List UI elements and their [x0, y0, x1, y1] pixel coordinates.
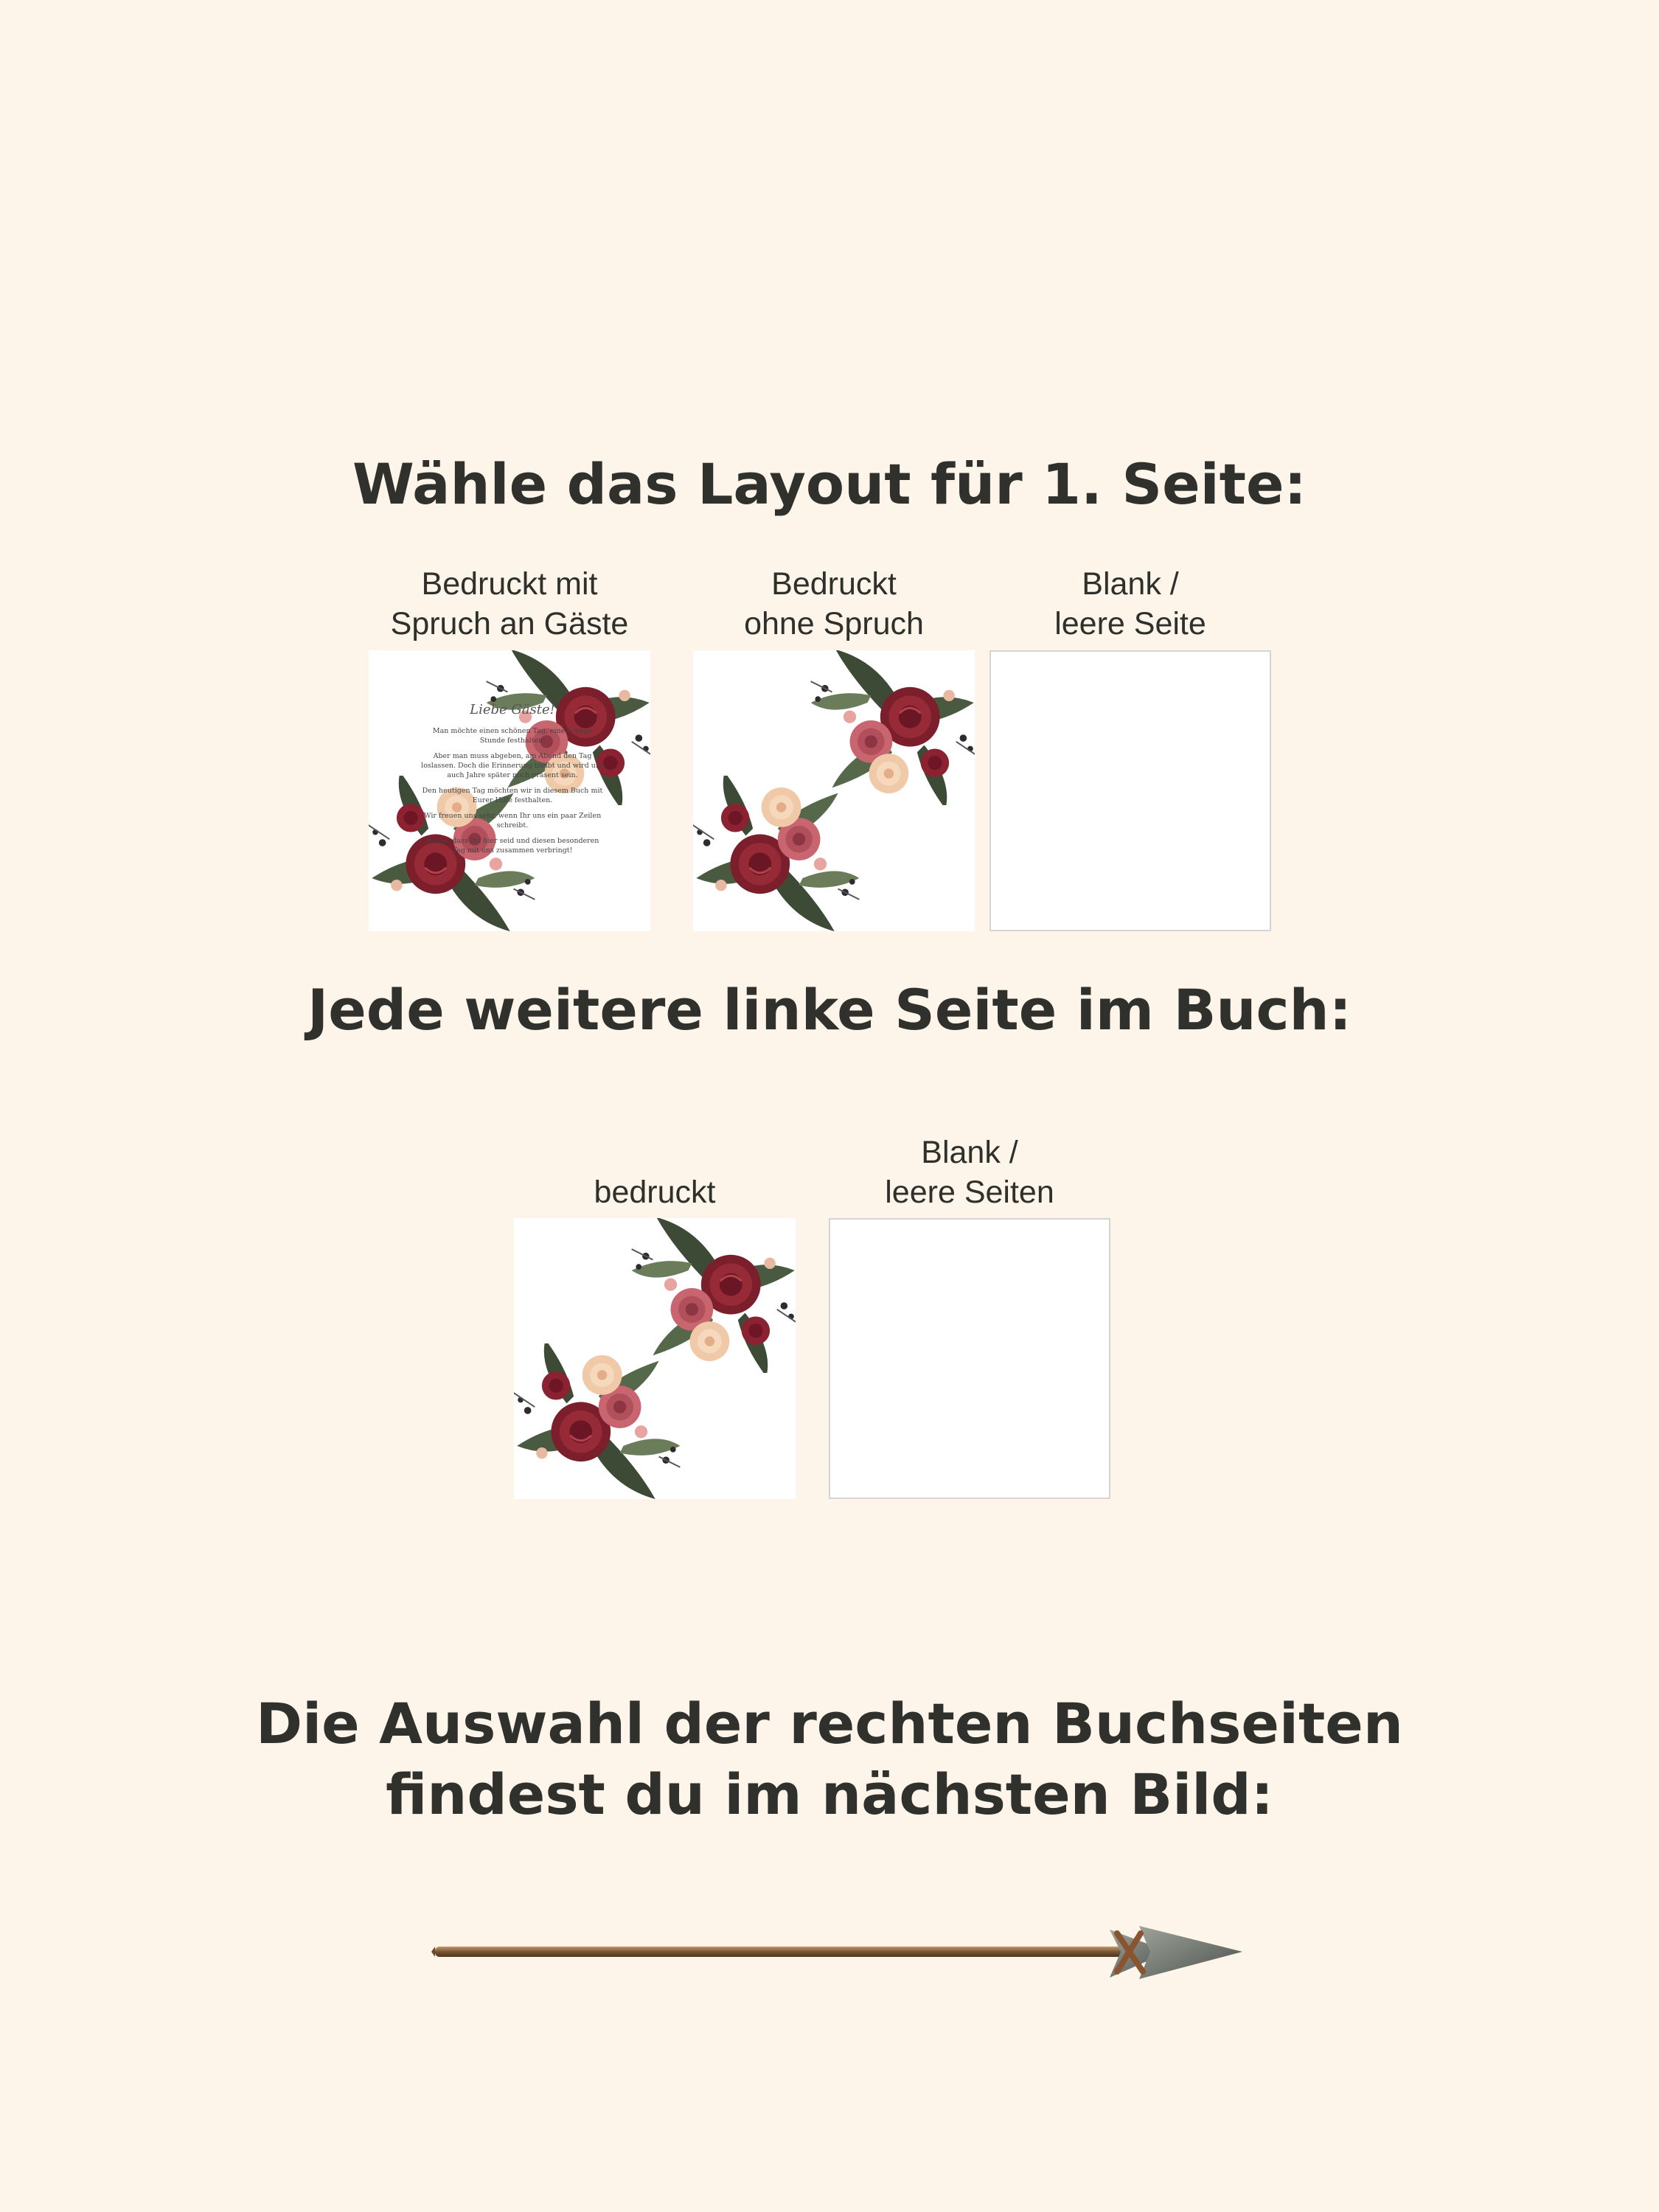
option-caption: Bedruckt ohne Spruch: [744, 566, 924, 641]
page-preview-blank[interactable]: [829, 1218, 1110, 1499]
footer-note-line1: Die Auswahl der rechten Buchseiten: [256, 1691, 1403, 1756]
layout-option-printed[interactable]: [693, 564, 975, 933]
page-preview-printed-with-verse[interactable]: [369, 650, 650, 931]
floral-corner-icon: [693, 776, 866, 931]
left-pages-heading: Jede weitere linke Seite im Buch:: [307, 977, 1352, 1043]
option-caption: Blank / leere Seiten: [885, 1135, 1054, 1210]
layout-option-blank[interactable]: [990, 564, 1271, 933]
page-preview-printed[interactable]: [514, 1218, 796, 1499]
option-caption: bedruckt: [594, 1175, 716, 1210]
left-page-option-printed[interactable]: [514, 1133, 796, 1501]
layout-option-printed-with-verse[interactable]: [369, 564, 650, 933]
arrow-right-icon: [431, 1911, 1250, 1992]
footer-note-line2: findest du im nächsten Bild:: [385, 1761, 1274, 1827]
page-preview-blank[interactable]: [990, 650, 1271, 931]
option-caption: Bedruckt mit Spruch an Gäste: [390, 566, 629, 641]
left-page-option-blank[interactable]: [829, 1133, 1110, 1501]
floral-corner-icon: [514, 1343, 687, 1499]
footer-note: [0, 1688, 1659, 1830]
option-caption: Blank / leere Seite: [1054, 566, 1206, 641]
page-preview-printed[interactable]: [693, 650, 975, 931]
first-page-heading: Wähle das Layout für 1. Seite:: [352, 451, 1307, 517]
guest-verse: Liebe Gäste! Man möchte einen schönen Tag, eine schöne Stunde festhalten. Aber man muss abgeben, am Abend den Tag loslassen. Doch die Erinnerung bleibt und wird uns auch Jahre später noch präsent sein. Den heutigen Tag möchten wir in diesem Buch mit Eurer Hilfe festhalten. Wir freuen uns sehr, wenn Ihr uns ein paar Zeilen schreibt. Schön, dass Ihr hier seid und diesen besonderen Tag mit uns zusammen verbringt!: [421, 702, 604, 855]
